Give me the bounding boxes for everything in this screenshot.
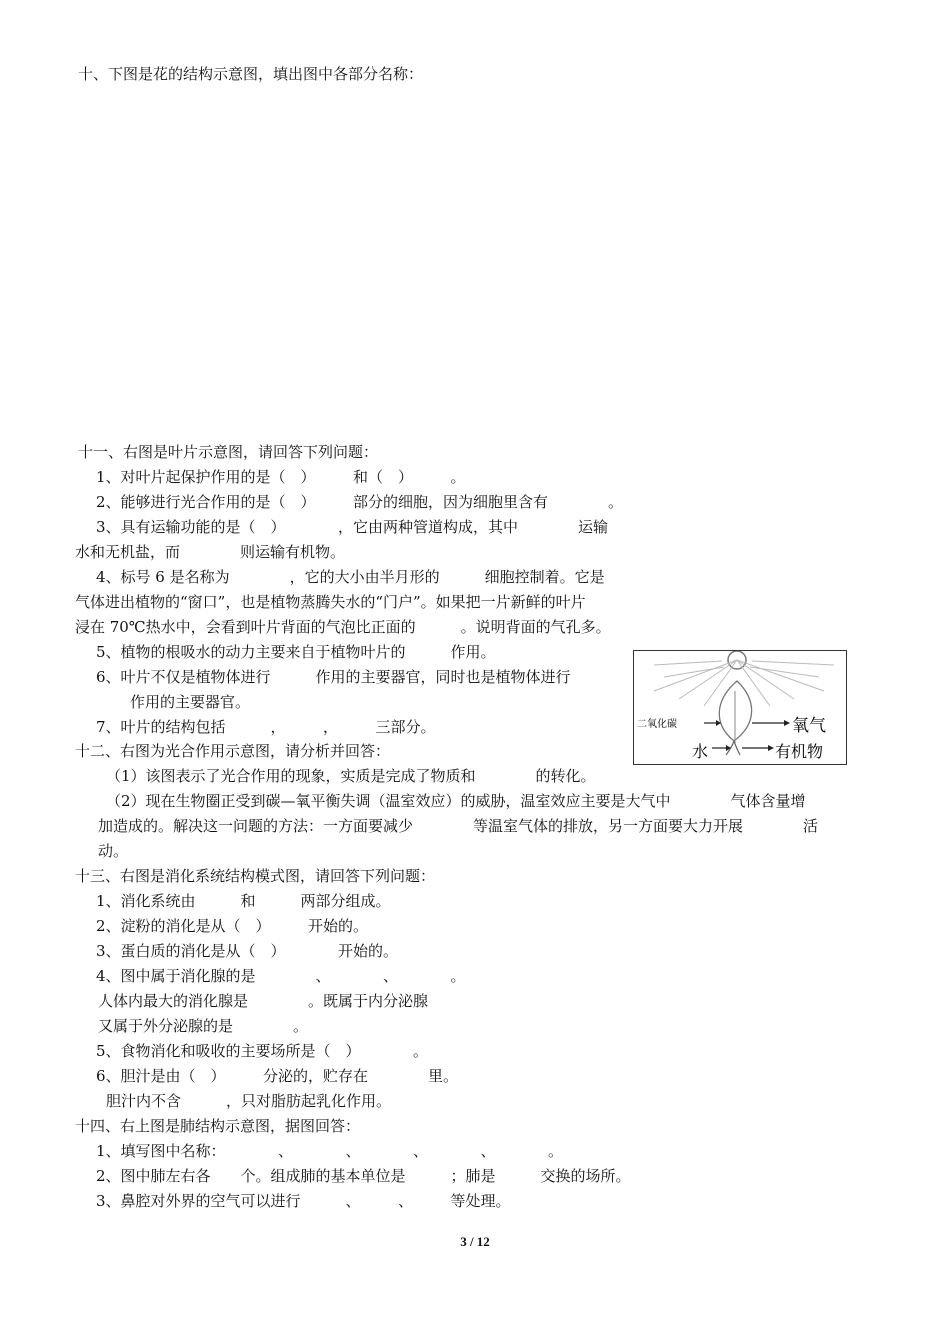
q14-line-2: 2、图中肺左右各 个。组成肺的基本单位是 ；肺是 交换的场所。 <box>96 1167 631 1185</box>
q13-line-7: 5、食物消化和吸收的主要场所是（ ） 。 <box>96 1042 429 1060</box>
q11-line-5: 4、标号 6 是名称为 ，它的大小由半月形的 细胞控制着。它是 <box>96 568 605 586</box>
q11-line-6: 气体进出植物的“窗口”，也是植物蒸腾失水的“门户”。如果把一片新鲜的叶片 <box>75 593 586 611</box>
q11-line-4: 水和无机盐，而 则运输有机物。 <box>75 543 346 561</box>
q12-line-2: （2）现在生物圈正受到碳—氧平衡失调（温室效应）的威胁，温室效应主要是大气中 气体含量增 <box>106 792 806 810</box>
q11-title: 十一、右图是叶片示意图，请回答下列问题： <box>78 443 379 461</box>
q13-line-9: 胆汁内不含 ，只对脂肪起乳化作用。 <box>106 1092 392 1110</box>
q12-line-1: （1）该图表示了光合作用的现象，实质是完成了物质和 的转化。 <box>106 767 596 785</box>
q13-title: 十三、右图是消化系统结构模式图，请回答下列问题： <box>75 867 436 885</box>
q11-line-11: 7、叶片的结构包括 ， ， 三部分。 <box>96 718 436 736</box>
q11-line-9: 6、叶片不仅是植物体进行 作用的主要器官，同时也是植物体进行 <box>96 668 571 686</box>
q11-line-1: 1、对叶片起保护作用的是（ ） 和（ ） 。 <box>96 468 466 486</box>
q11-line-8: 5、植物的根吸水的动力主要来自于植物叶片的 作用。 <box>96 643 496 661</box>
q14-line-3: 3、鼻腔对外界的空气可以进行 、 、 等处理。 <box>96 1192 511 1210</box>
co2-label: 二氧化碳 <box>637 719 677 730</box>
photosynthesis-diagram <box>633 650 847 765</box>
q11-line-10: 作用的主要器官。 <box>130 693 251 711</box>
q12-line-3: 加造成的。解决这一问题的方法：一方面要减少 等温室气体的排放，另一方面要大力开展 活 <box>98 817 819 835</box>
q12-title: 十二、右图为光合作用示意图，请分析并回答： <box>75 742 391 760</box>
q11-line-7: 浸在 70℃热水中，会看到叶片背面的气泡比正面的 。说明背面的气孔多。 <box>75 618 611 636</box>
q10-title: 十、下图是花的结构示意图，填出图中各部分名称： <box>78 65 424 83</box>
q13-line-8: 6、胆汁是由（ ） 分泌的，贮存在 里。 <box>96 1067 459 1085</box>
q11-line-2: 2、能够进行光合作用的是（ ） 部分的细胞，因为细胞里含有 。 <box>96 493 624 511</box>
sun-rays-icon <box>654 660 834 706</box>
q13-line-4: 4、图中属于消化腺的是 、 、 。 <box>96 967 466 985</box>
water-label: 水 <box>692 742 709 761</box>
q13-line-3: 3、蛋白质的消化是从（ ） 开始的。 <box>96 942 399 960</box>
q14-title: 十四、右上图是肺结构示意图，据图回答： <box>75 1117 361 1135</box>
oxygen-label: 氧气 <box>792 716 826 736</box>
page-number: 3 / 12 <box>460 1234 490 1249</box>
q13-line-5: 人体内最大的消化腺是 。既属于内分泌腺 <box>98 992 429 1010</box>
q11-line-3: 3、具有运输功能的是（ ） ，它由两种管道构成，其中 运输 <box>96 518 609 536</box>
organic-matter-label: 有机物 <box>775 742 824 761</box>
q13-line-2: 2、淀粉的消化是从（ ） 开始的。 <box>96 917 369 935</box>
q12-line-4: 动。 <box>98 842 129 860</box>
q13-line-6: 又属于外分泌腺的是 。 <box>98 1017 309 1035</box>
q14-line-1: 1、填写图中名称： 、 、 、 、 。 <box>96 1142 564 1160</box>
q13-line-1: 1、消化系统由 和 两部分组成。 <box>96 892 391 910</box>
